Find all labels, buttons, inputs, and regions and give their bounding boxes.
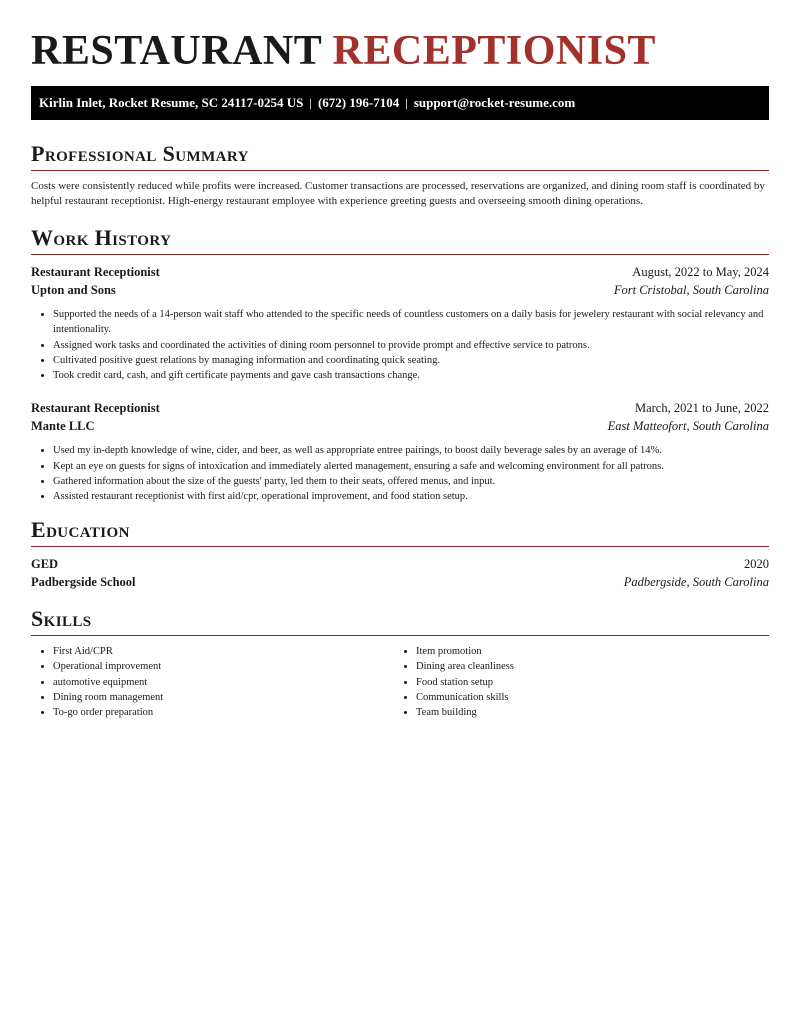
job-entry xyxy=(31,263,769,383)
contact-address: Kirlin Inlet, Rocket Resume, SC 24117-0254 US xyxy=(39,95,304,110)
skill-item: • Operational improvement xyxy=(53,659,394,674)
job-location: East Matteofort, South Carolina xyxy=(607,419,769,434)
job-dates: August, 2022 to May, 2024 xyxy=(632,265,769,279)
education-entry xyxy=(31,555,769,591)
summary-section xyxy=(31,140,769,209)
education-section xyxy=(31,516,769,591)
education-year: 2020 xyxy=(744,557,769,571)
skills-columns xyxy=(31,644,769,720)
skills-section xyxy=(31,605,769,720)
section-title-education: Education xyxy=(31,516,769,547)
section-title-work-history: Work History xyxy=(31,224,769,255)
skills-column-right xyxy=(394,644,757,720)
job-bullet: • Gathered information about the size of the guests' party, led them to their seats, offered menus, and input. xyxy=(53,474,769,489)
contact-bar xyxy=(31,86,769,120)
contact-phone: (672) 196-7104 xyxy=(317,95,400,110)
section-title-summary: Professional Summary xyxy=(31,140,769,171)
skill-item: • Food station setup xyxy=(416,675,757,690)
job-company: Mante LLC xyxy=(31,419,95,434)
skills-column-left xyxy=(31,644,394,720)
job-bullet: • Kept an eye on guests for signs of intoxication and immediately alerted management, ensuring a safe and welcoming environment for all patrons. xyxy=(53,459,769,474)
skill-item: • Dining room management xyxy=(53,690,394,705)
job-bullet: • Supported the needs of a 14-person wait staff who attended to the specific needs of countless customers on a daily basis for jewelery restaurant with social relevancy and intentionality. xyxy=(53,307,769,338)
education-location: Padbergside, South Carolina xyxy=(623,575,769,589)
job-dates: March, 2021 to June, 2022 xyxy=(634,401,769,416)
skill-item: • Communication skills xyxy=(416,690,757,705)
contact-separator: | xyxy=(405,95,408,110)
job-company: Upton and Sons xyxy=(31,283,116,297)
skill-item: • To-go order preparation xyxy=(53,705,394,720)
job-bullet: • Used my in-depth knowledge of wine, cider, and beer, as well as appropriate entree pairings, to boost daily beverage sales by an average of 14%. xyxy=(53,443,769,458)
skill-item: • Dining area cleanliness xyxy=(416,659,757,674)
job-bullet: • Took credit card, cash, and gift certificate payments and gave cash transactions change. xyxy=(53,368,769,383)
work-history-section xyxy=(31,224,769,505)
section-title-skills: Skills xyxy=(31,605,769,636)
education-school: Padbergside School xyxy=(31,575,136,589)
job-bullets xyxy=(31,307,769,383)
job-bullet: • Assisted restaurant receptionist with first aid/cpr, operational improvement, and food station setup. xyxy=(53,489,769,504)
resume-name-heading xyxy=(31,26,656,76)
name-first: RESTAURANT xyxy=(31,28,322,74)
skill-item: • Team building xyxy=(416,705,757,720)
contact-email: support@rocket-resume.com xyxy=(413,95,576,110)
job-location: Fort Cristobal, South Carolina xyxy=(613,283,769,297)
job-bullet: • Cultivated positive guest relations by managing information and coordinating quick seating. xyxy=(53,353,769,368)
job-bullet: • Assigned work tasks and coordinated the activities of dining room personnel to provide prompt and effective service to patrons. xyxy=(53,338,769,353)
skill-item: • First Aid/CPR xyxy=(53,644,394,659)
job-entry xyxy=(31,399,769,504)
skill-item: • automotive equipment xyxy=(53,675,394,690)
summary-text: Costs were consistently reduced while profits were increased. Customer transactions are processed, reservations are organized, and dining room staff is coordinated by helpful restaurant receptionist. High-energy restaurant employee with experience greeting guests and overseeing smooth dining operations. xyxy=(31,180,765,207)
job-title: Restaurant Receptionist xyxy=(31,401,160,416)
job-bullets xyxy=(31,443,769,504)
name-last: RECEPTIONIST xyxy=(332,28,656,74)
skill-item: • Item promotion xyxy=(416,644,757,659)
job-title: Restaurant Receptionist xyxy=(31,265,160,279)
contact-separator: | xyxy=(309,95,312,110)
education-degree: GED xyxy=(31,557,59,571)
